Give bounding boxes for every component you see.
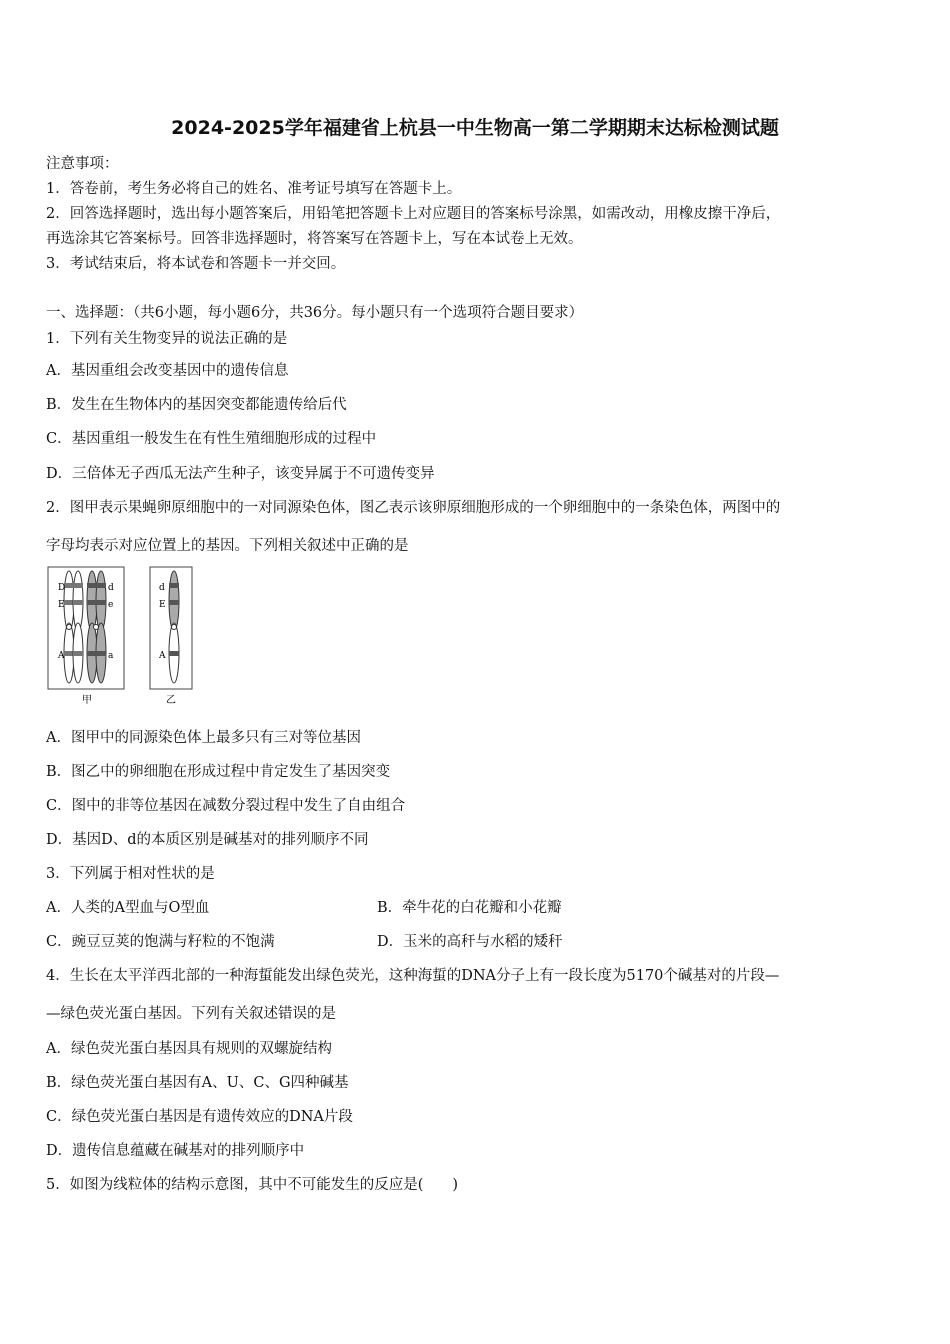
jia-centromere (94, 625, 99, 630)
jia-label-left-1: D (58, 583, 66, 593)
q4-stem-line2: —绿色荧光蛋白基因。下列有关叙述错误的是 (46, 1006, 336, 1022)
q1-option-d: D．三倍体无子西瓜无法产生种子，该变异属于不可遗传变异 (46, 466, 435, 482)
jia-band (64, 651, 74, 656)
jia-label-right-3: a (108, 651, 114, 661)
jia-label-right-1: d (108, 583, 114, 593)
q3-stem: 3．下列属于相对性状的是 (46, 866, 215, 882)
q2-option-d: D．基因D、d的本质区别是碱基对的排列顺序不同 (46, 832, 369, 848)
q3-option-c: C．豌豆豆荚的饱满与籽粒的不饱满 (46, 934, 275, 950)
q5-stem: 5．如图为线粒体的结构示意图，其中不可能发生的反应是( ) (46, 1177, 459, 1193)
notice-item-2: 2．回答选择题时，选出每小题答案后，用铅笔把答题卡上对应题目的答案标号涂黑，如需改动，用橡皮擦干净后， (46, 206, 781, 222)
jia-band (73, 651, 83, 656)
jia-band (64, 583, 74, 588)
q2-stem-line1: 2．图甲表示果蝇卵原细胞中的一对同源染色体，图乙表示该卵原细胞形成的一个卵细胞中的一条染色体，两图中的 (46, 500, 781, 516)
q4-option-d: D．遗传信息蕴藏在碱基对的排列顺序中 (46, 1143, 305, 1159)
yi-centromere (172, 625, 177, 630)
q2-option-a: A．图甲中的同源染色体上最多只有三对等位基因 (46, 730, 361, 746)
q1-stem: 1．下列有关生物变异的说法正确的是 (46, 331, 288, 347)
q4-option-b: B．绿色荧光蛋白基因有A、U、C、G四种碱基 (46, 1075, 349, 1091)
yi-label-3: A (159, 651, 166, 661)
q4-option-a: A．绿色荧光蛋白基因具有规则的双螺旋结构 (46, 1041, 332, 1057)
jia-label-left-3: A (58, 651, 65, 661)
jia-label-right-2: e (108, 600, 114, 610)
yi-caption: 乙 (166, 695, 176, 706)
yi-label-1: d (159, 583, 165, 593)
jia-band (87, 583, 106, 588)
page-title: 2024-2025学年福建省上杭县一中生物高一第二学期期末达标检测试题 (171, 117, 779, 139)
jia-band (87, 600, 106, 605)
notice-item-2-cont: 再选涂其它答案标号。回答非选择题时，将答案写在答题卡上，写在本试卷上无效。 (46, 231, 583, 247)
jia-band (87, 651, 106, 656)
chromosome-figure (46, 563, 196, 713)
notice-item-3: 3．考试结束后，将本试卷和答题卡一并交回。 (46, 256, 346, 272)
jia-band (73, 583, 83, 588)
jia-band (73, 600, 83, 605)
section-heading: 一、选择题：（共6小题，每小题6分，共36分。每小题只有一个选项符合题目要求） (46, 305, 584, 321)
q4-stem-line1: 4．生长在太平洋西北部的一种海蜇能发出绿色荧光，这种海蜇的DNA分子上有一段长度为5170个碱基对的片段— (46, 968, 780, 984)
q3-option-b: B．牵牛花的白花瓣和小花瓣 (377, 900, 562, 916)
q4-option-c: C．绿色荧光蛋白基因是有遗传效应的DNA片段 (46, 1109, 353, 1125)
q2-option-c: C．图中的非等位基因在减数分裂过程中发生了自由组合 (46, 798, 406, 814)
yi-band (169, 583, 179, 588)
yi-label-2: E (159, 600, 166, 610)
q2-stem-line2: 字母均表示对应位置上的基因。下列相关叙述中正确的是 (46, 538, 409, 554)
jia-centromere (67, 625, 72, 630)
q3-option-a: A．人类的A型血与O型血 (46, 900, 210, 916)
q2-option-b: B．图乙中的卵细胞在形成过程中肯定发生了基因突变 (46, 764, 391, 780)
notice-heading: 注意事项： (46, 156, 119, 172)
q1-option-b: B．发生在生物体内的基因突变都能遗传给后代 (46, 397, 347, 413)
q1-option-a: A．基因重组会改变基因中的遗传信息 (46, 363, 289, 379)
notice-item-1: 1．答卷前，考生务必将自己的姓名、准考证号填写在答题卡上。 (46, 181, 462, 197)
q1-option-c: C．基因重组一般发生在有性生殖细胞形成的过程中 (46, 431, 377, 447)
q3-option-d: D．玉米的高秆与水稻的矮秆 (377, 934, 563, 950)
yi-band (169, 600, 179, 605)
jia-label-left-2: E (58, 600, 65, 610)
yi-band (169, 651, 179, 656)
jia-caption: 甲 (82, 695, 92, 706)
